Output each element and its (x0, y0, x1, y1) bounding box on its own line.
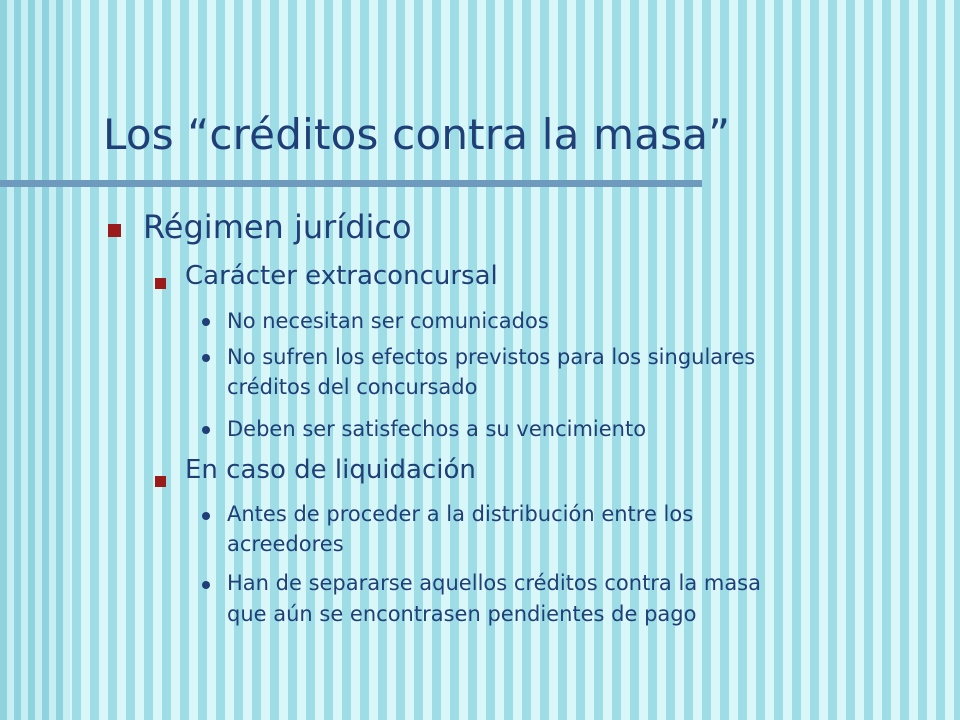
list-item-continuation: que aún se encontrasen pendientes de pago (227, 602, 697, 626)
heading-regimen: Régimen jurídico (143, 208, 412, 246)
square-bullet-icon (155, 278, 166, 289)
square-bullet-icon (155, 476, 166, 487)
round-bullet-icon (202, 426, 210, 434)
slide-title: Los “créditos contra la masa” (103, 110, 731, 159)
section-label: Carácter extraconcursal (185, 261, 498, 291)
section-label: En caso de liquidación (185, 455, 476, 485)
list-item: No sufren los efectos previstos para los singulares (227, 345, 756, 369)
round-bullet-icon (202, 581, 210, 589)
list-item-continuation: acreedores (227, 532, 344, 556)
round-bullet-icon (202, 354, 210, 362)
list-item: Han de separarse aquellos créditos contra la masa (227, 571, 761, 595)
square-bullet-icon (108, 224, 121, 237)
list-item: No necesitan ser comunicados (227, 309, 549, 333)
list-item: Deben ser satisfechos a su vencimiento (227, 417, 647, 441)
round-bullet-icon (202, 512, 210, 520)
list-item-continuation: créditos del concursado (227, 375, 478, 399)
list-item: Antes de proceder a la distribución entre los (227, 502, 694, 526)
round-bullet-icon (202, 318, 210, 326)
